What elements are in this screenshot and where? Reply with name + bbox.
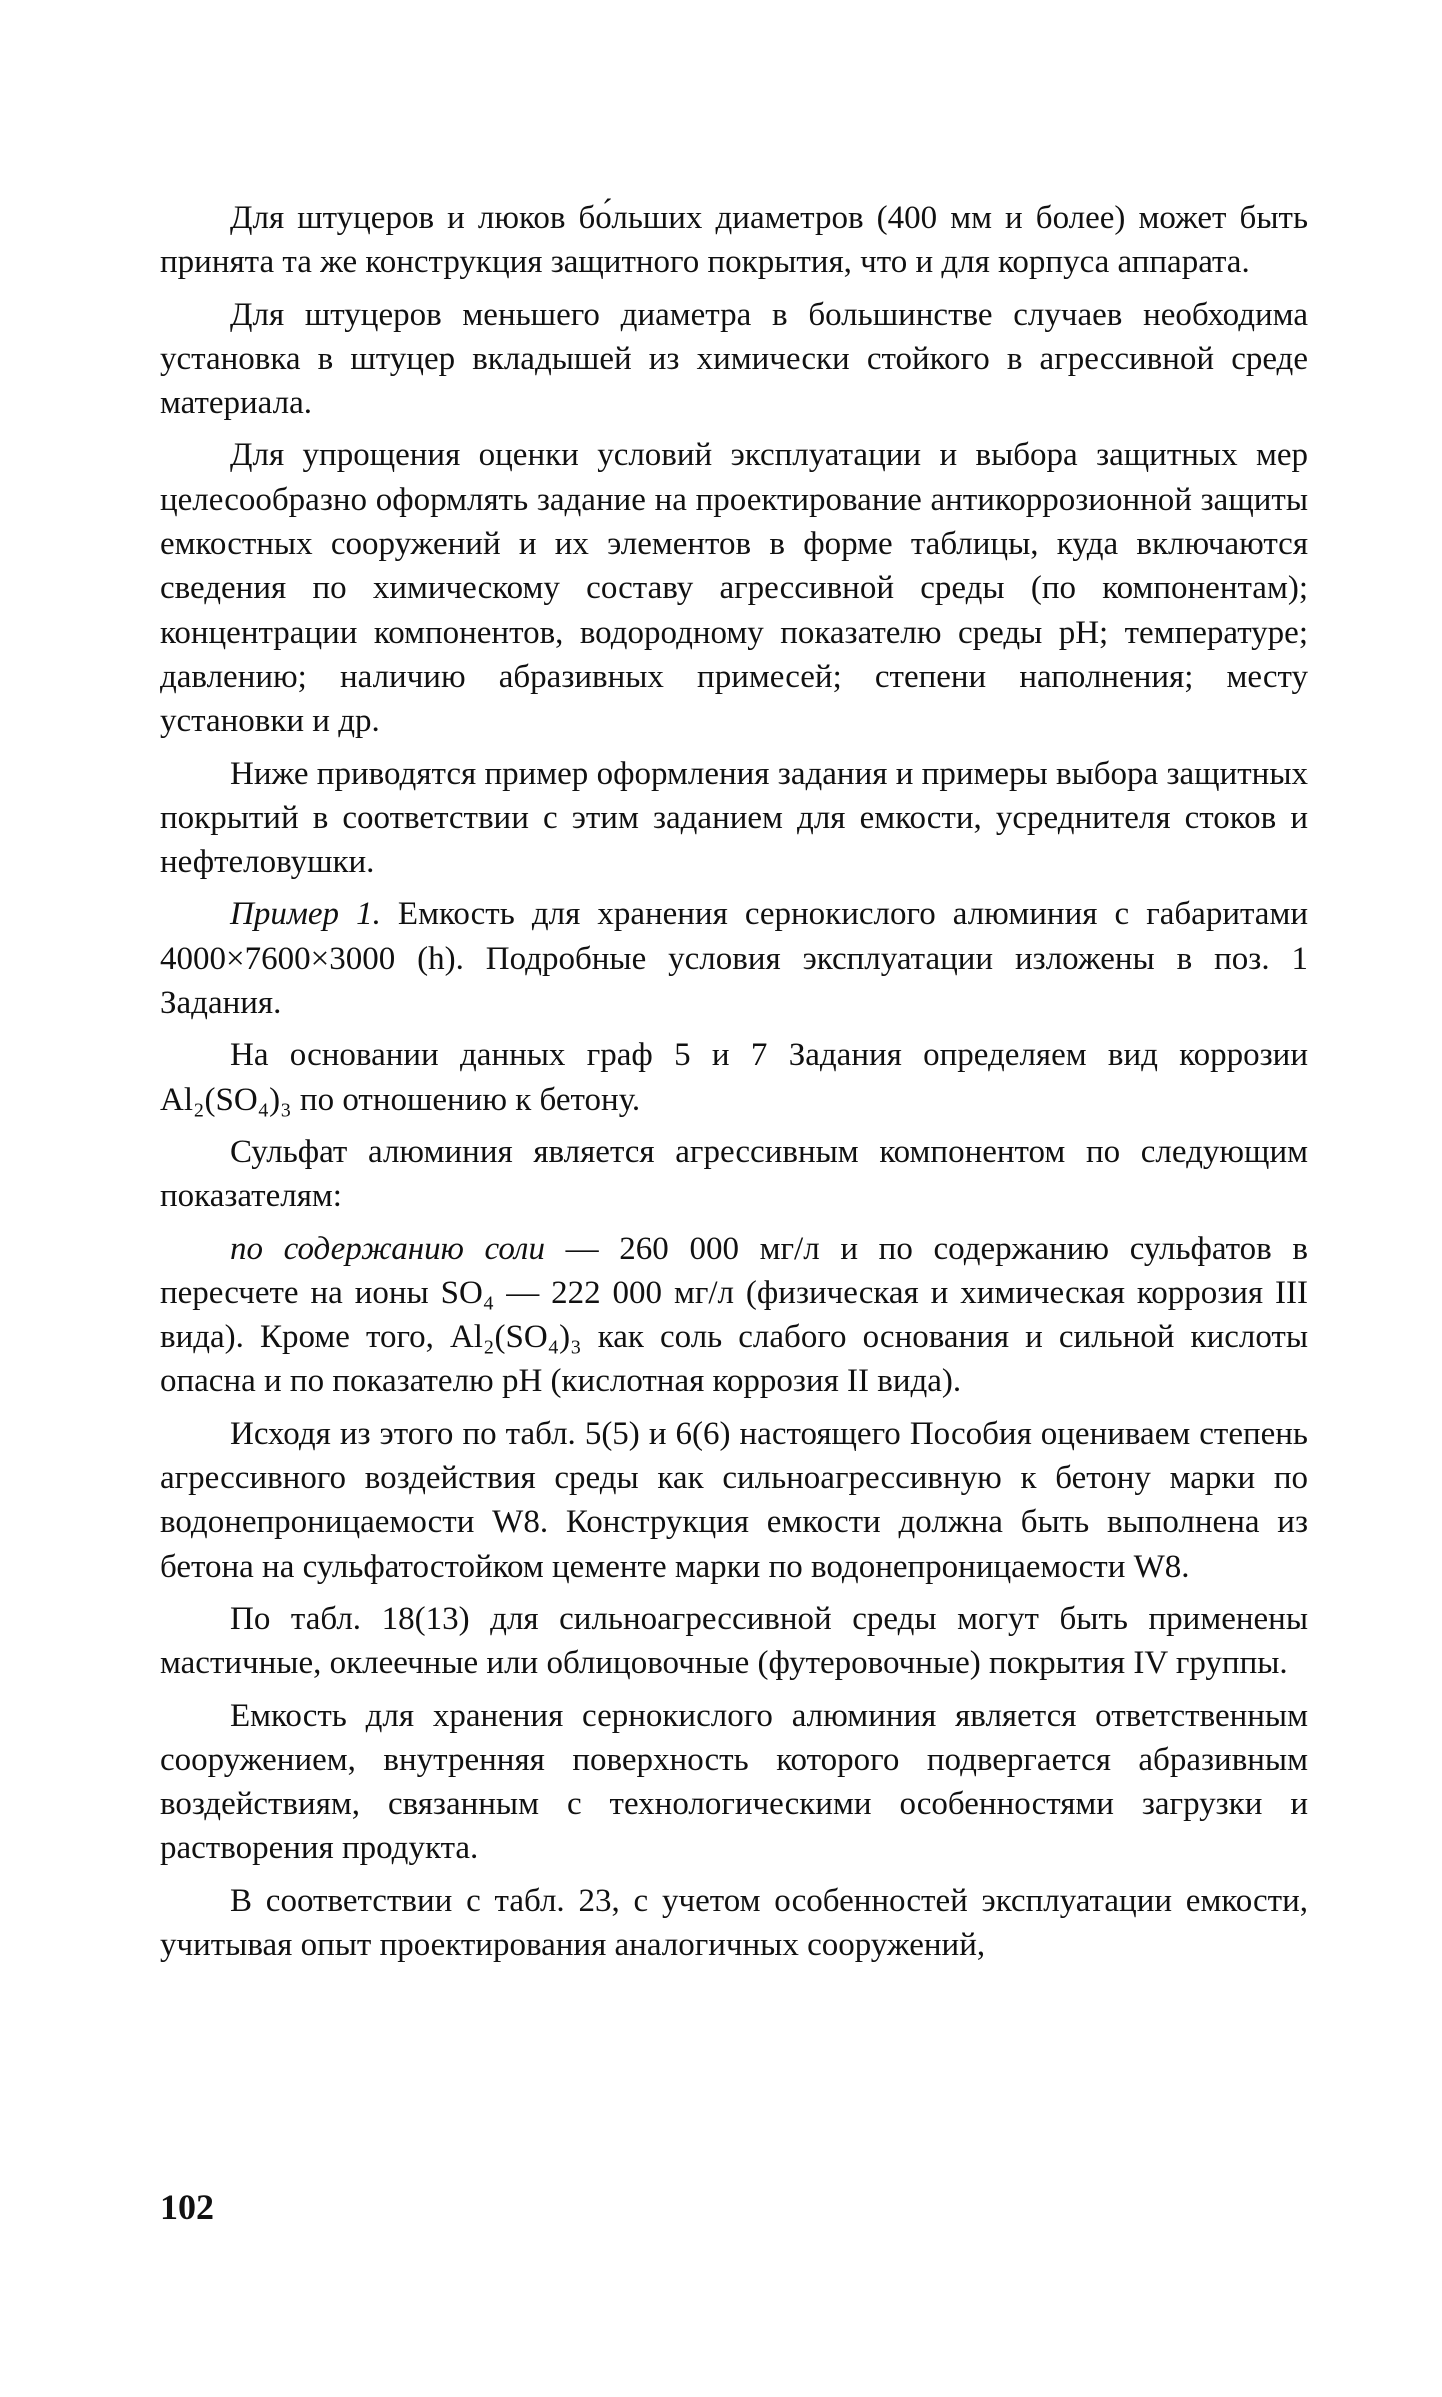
salt-text: — 260 000 мг/л и по содержанию сульфатов в пересчете на ионы SO₄ — 222 000 мг/л (физическая и химическая коррозия III вида). Кроме того, Al₂(SO₄)₃ как соль слабого основания и сильной кислоты опасна и по показателю pH (кислотная коррозия II вида).	[160, 1230, 1308, 1400]
page-number: 102	[160, 2187, 214, 2227]
paragraph-3: Для упрощения оценки условий эксплуатации и выбора защитных мер целесообразно оформлять задание на проектирование антикоррозионной защиты емкостных сооружений и их элементов в форме таблицы, куда включаются сведения по химическому составу агрессивной среды (по компонентам); концентрации компонентов, водородному показателю среды pH; температуре; давлению; наличию абразивных примесей; степени наполнения; месту установки и др.	[160, 437, 1308, 740]
paragraph-11: Емкость для хранения сернокислого алюминия является ответственным сооружением, внутренняя поверхность которого подвергается абразивным воздействиям, связанным с технологическими особенностями загрузки и растворения продукта.	[160, 1697, 1308, 1867]
paragraph-10: По табл. 18(13) для сильноагрессивной среды могут быть применены мастичные, оклеечные или облицовочные (футеровочные) покрытия IV группы.	[160, 1600, 1308, 1682]
paragraph-2: Для штуцеров меньшего диаметра в большинстве случаев необходима установка в штуцер вкладышей из химически стойкого в агрессивной среде материала.	[160, 296, 1308, 422]
paragraph-4: Ниже приводятся пример оформления задания и примеры выбора защитных покрытий в соответствии с этим заданием для емкости, усреднителя стоков и нефтеловушки.	[160, 755, 1308, 881]
example-paragraph	[160, 892, 1308, 1025]
example-text: Емкость для хранения сернокислого алюминия с габаритами 4000×7600×3000 (h). Подробные условия эксплуатации изложены в поз. 1 Задания.	[160, 896, 1308, 1022]
paragraph-12: В соответствии с табл. 23, с учетом особенностей эксплуатации емкости, учитывая опыт проектирования аналогичных сооружений,	[160, 1882, 1308, 1963]
paragraph-1: Для штуцеров и люков бо́льших диаметров (400 мм и более) может быть принята та же конструкция защитного покрытия, что и для корпуса аппарата.	[160, 200, 1308, 281]
salt-paragraph	[160, 1227, 1308, 1404]
paragraph-9: Исходя из этого по табл. 5(5) и 6(6) настоящего Пособия оцениваем степень агрессивного воздействия среды как сильноагрессивную к бетону марки по водонепроницаемости W8. Конструкция емкости должна быть выполнена из бетона на сульфатостойком цементе марки по водонепроницаемости W8.	[160, 1415, 1308, 1585]
page-body	[160, 196, 1308, 1975]
paragraph-6: На основании данных граф 5 и 7 Задания определяем вид коррозии Al₂(SO₄)₃ по отношению к бетону.	[160, 1037, 1308, 1118]
paragraph-7: Сульфат алюминия является агрессивным компонентом по следующим показателям:	[160, 1133, 1308, 1215]
example-label: Пример 1.	[230, 896, 381, 933]
salt-lead: по содержанию соли	[230, 1230, 545, 1267]
